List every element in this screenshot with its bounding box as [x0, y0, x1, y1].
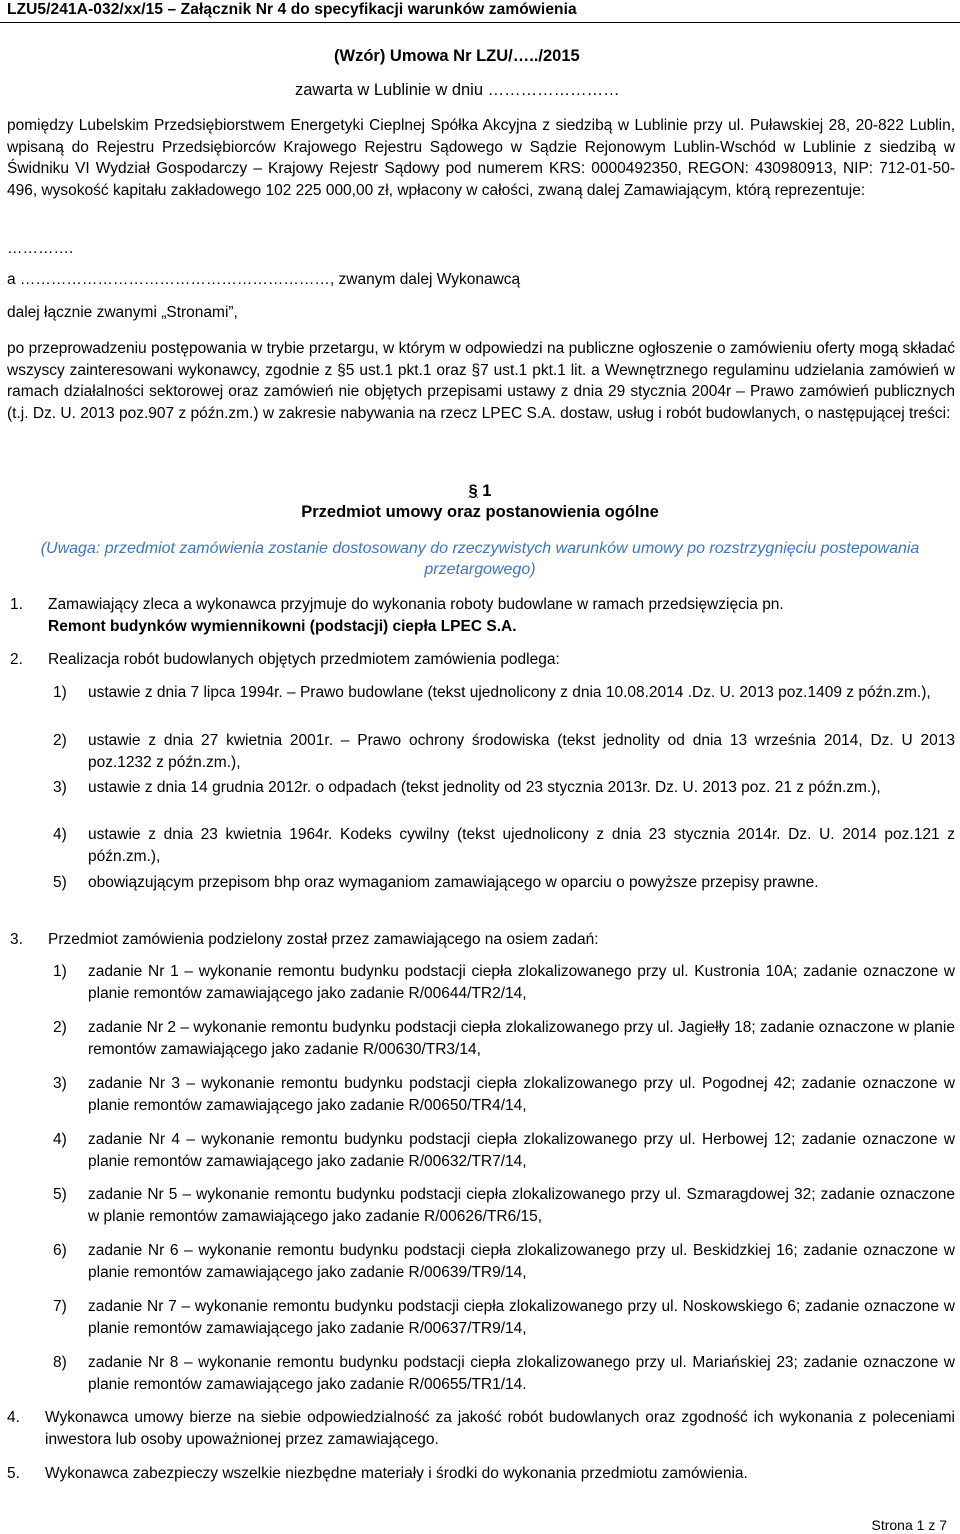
task-text: zadanie Nr 4 – wykonanie remontu budynku podstacji ciepła zlokalizowanego przy ul. Herbowej 12; zadanie oznaczone w planie remontów zamawiającego jako zadanie R/00632/TR7/14,: [88, 1131, 955, 1170]
task-text: zadanie Nr 2 – wykonanie remontu budynku podstacji ciepła zlokalizowanego przy ul. Jagiełły 18; zadanie oznaczone w planie remontów zamawiającego jako zadanie R/00630/TR3/14,: [88, 1019, 955, 1058]
task-text: zadanie Nr 1 – wykonanie remontu budynku podstacji ciepła zlokalizowanego przy ul. Kustronia 10A; zadanie oznaczone w planie remontów zamawiającego jako zadanie R/00644/TR2/14,: [88, 963, 955, 1002]
law-number: 4): [53, 826, 67, 843]
task-number: 1): [53, 963, 67, 980]
task-number: 8): [53, 1354, 67, 1371]
parties-jointly: dalej łącznie zwanymi „Stronami”,: [7, 304, 238, 321]
task-number: 5): [53, 1186, 67, 1203]
law-number: 5): [53, 874, 67, 891]
item-text: Zamawiający zleca a wykonawca przyjmuje do wykonania roboty budowlane w ramach przedsięwzięcia pn.: [48, 596, 784, 613]
law-number: 2): [53, 732, 67, 749]
item-text: Wykonawca zabezpieczy wszelkie niezbędne materiały i środki do wykonania przedmiotu zamówienia.: [45, 1465, 748, 1482]
task-text: zadanie Nr 7 – wykonanie remontu budynku podstacji ciepła zlokalizowanego przy ul. Noskowskiego 6; zadanie oznaczone w planie remontów zamawiającego jako zadanie R/00637/TR9/14,: [88, 1298, 955, 1337]
task-number: 2): [53, 1019, 67, 1036]
item-text: Realizacja robót budowlanych objętych przedmiotem zamówienia podlega:: [48, 651, 560, 668]
representative-dots: ………….: [7, 240, 74, 257]
page-number: Strona 1 z 7: [871, 1517, 947, 1533]
law-text: ustawie z dnia 7 lipca 1994r. – Prawo budowlane (tekst ujednolicony z dnia 10.08.2014 .Dz. U. 2013 poz.1409 z późn.zm.),: [88, 684, 931, 701]
item-number: 4.: [7, 1409, 20, 1426]
item-number: 3.: [10, 931, 23, 948]
law-number: 3): [53, 779, 67, 796]
section-note: (Uwaga: przedmiot zamówienia zostanie dostosowany do rzeczywistych warunków umowy po rozstrzygnięciu postepowania przetargowego): [40, 540, 920, 578]
document-header: [0, 0, 960, 23]
law-text: ustawie z dnia 23 kwietnia 1964r. Kodeks cywilny (tekst ujednolicony z dnia 23 stycznia 2014r. Dz. U. 2014 poz.121 z późn.zm.),: [88, 826, 955, 865]
law-text: obowiązującym przepisom bhp oraz wymaganiom zamawiającego w oparciu o powyższe przepisy prawne.: [88, 874, 819, 891]
law-text: ustawie z dnia 14 grudnia 2012r. o odpadach (tekst jednolity od 23 stycznia 2013r. Dz. U. 2013 poz. 21 z późn.zm.),: [88, 779, 881, 796]
section-heading: Przedmiot umowy oraz postanowienia ogólne: [301, 503, 659, 521]
section-number: [0, 482, 960, 501]
task-text: zadanie Nr 6 – wykonanie remontu budynku podstacji ciepła zlokalizowanego przy ul. Beskidzkiej 16; zadanie oznaczone w planie remontów zamawiającego jako zadanie R/00639/TR9/14,: [88, 1242, 955, 1281]
project-name: Remont budynków wymiennikowni (podstacji) ciepła LPEC S.A.: [48, 617, 517, 635]
task-number: 7): [53, 1298, 67, 1315]
procedure-paragraph: po przeprowadzeniu postępowania w trybie przetargu, w którym w odpowiedzi na publiczne ogłoszenie o zamówieniu oferty mogą składać wszyscy zainteresowani wykonawcy, zgodnie z §5 ust.1 pkt.1 oraz §7 ust.1 pkt.1 lit. a Wewnętrznego regulaminu udzielania zamówień w ramach działalności sektorowej oraz zamówień nie objętych przepisami ustawy z dnia 29 stycznia 2004r – Prawo zamówień publicznych (t.j. Dz. U. 2013 poz.907 z późn.zm.) w zakresie nabywania na rzecz LPEC S.A. dostaw, usług i robót budowlanych, o następującej treści:: [7, 340, 955, 422]
task-text: zadanie Nr 5 – wykonanie remontu budynku podstacji ciepła zlokalizowanego przy ul. Szmaragdowej 32; zadanie oznaczone w planie remontów zamawiającego jako zadanie R/00626/TR6/15,: [88, 1186, 955, 1225]
contractor-line: a ……………………………………………………, zwanym dalej Wykonawcą: [7, 271, 521, 288]
task-number: 6): [53, 1242, 67, 1259]
contract-date-line: zawarta w Lublinie w dniu ……………………: [295, 81, 620, 99]
law-text: ustawie z dnia 27 kwietnia 2001r. – Prawo ochrony środowiska (tekst jednolity od dnia 13 września 2014, Dz. U 2013 poz.1232 z późn.zm.),: [88, 732, 955, 771]
header-text: LZU5/241A-032/xx/15 – Załącznik Nr 4 do specyfikacji warunków zamówienia: [7, 1, 577, 18]
item-number: 1.: [10, 596, 23, 613]
task-number: 3): [53, 1075, 67, 1092]
law-number: 1): [53, 684, 67, 701]
task-text: zadanie Nr 3 – wykonanie remontu budynku podstacji ciepła zlokalizowanego przy ul. Pogodnej 42; zadanie oznaczone w planie remontów zamawiającego jako zadanie R/00650/TR4/14,: [88, 1075, 955, 1114]
task-text: zadanie Nr 8 – wykonanie remontu budynku podstacji ciepła zlokalizowanego przy ul. Mariańskiej 23; zadanie oznaczone w planie remontów zamawiającego jako zadanie R/00655/TR1/14.: [88, 1354, 955, 1393]
item-number: 5.: [7, 1465, 20, 1482]
section-number-value: 1: [482, 482, 492, 500]
paragraph-symbol: §: [468, 482, 478, 500]
task-number: 4): [53, 1131, 67, 1148]
item-text: Przedmiot zamówienia podzielony został przez zamawiającego na osiem zadań:: [48, 931, 599, 948]
item-number: 2.: [10, 651, 23, 668]
item-text: Wykonawca umowy bierze na siebie odpowiedzialność za jakość robót budowlanych oraz zgodność ich wykonania z poleceniami inwestora lub osoby upoważnionej przez zamawiającego.: [45, 1409, 955, 1448]
contract-title: (Wzór) Umowa Nr LZU/…../2015: [334, 47, 580, 65]
parties-intro: pomiędzy Lubelskim Przedsiębiorstwem Energetyki Cieplnej Spółka Akcyjna z siedzibą w Lublinie przy ul. Puławskiej 28, 20-822 Lublin, wpisaną do Rejestru Przedsiębiorców Krajowego Rejestru Sądowego w Sądzie Rejonowym Lublin-Wschód w Lublinie z siedzibą w Świdniku VI Wydział Gospodarczy – Krajowy Rejestr Sądowy pod numerem KRS: 0000492350, REGON: 430980913, NIP: 712-01-50-496, wysokość kapitału zakładowego 102 225 000,00 zł, wpłacony w całości, zwaną dalej Zamawiającym, którą reprezentuje:: [7, 117, 955, 199]
